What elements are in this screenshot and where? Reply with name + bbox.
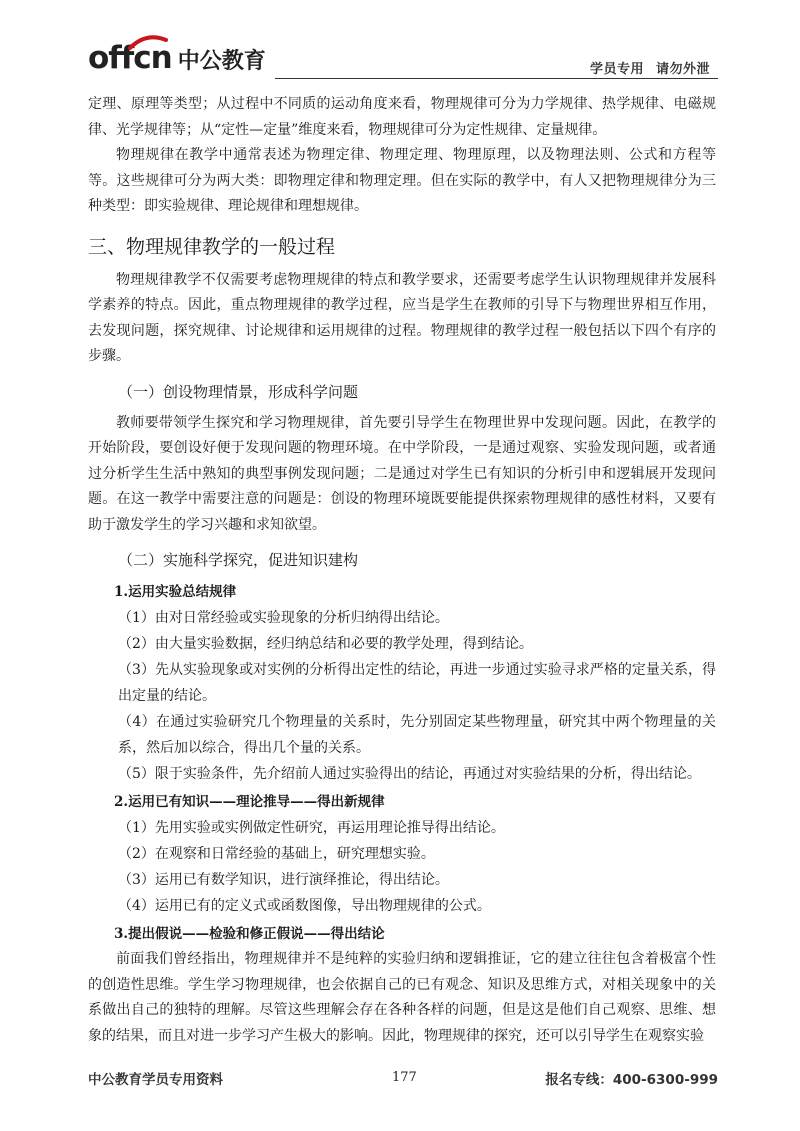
subsection-heading: （一）创设物理情景，形成科学问题 [118,382,359,401]
logo-text: offcn [88,40,172,76]
list-item: （4）运用已有的定义式或函数图像，导出物理规律的公式。 [118,898,491,914]
list-item: （5）限于实验条件，先介绍前人通过实验得出的结论，再通过对实验结果的分析，得出结论。 [118,766,701,782]
paragraph: 前面我们曾经指出，物理规律并不是纯粹的实验归纳和逻辑推证，它的建立往往包含着极富个性的创造性思维。学生学习物理规律，也会依据自己的已有观念、知识及思维方式，对相关现象中的关系做出自己的独特的理解。尽管这些理解会存在各种各样的问题，但是这是他们自己观察、思维、想象的结果，而且对进一步学习产生极大的影响。因此，物理规律的探究，还可以引导学生在观察实验 [88,951,716,1044]
paragraph: 物理规律在教学中通常表述为物理定律、物理定理、物理原理，以及物理法则、公式和方程等等。这些规律可分为两大类：即物理定律和物理定理。但在实际的教学中，有人又把物理规律分为三种类型：即实验规律、理论规律和理想规律。 [88,147,716,214]
page-footer [88,1068,718,1092]
paragraph: 教师要带领学生探究和学习物理规律，首先要引导学生在物理世界中发现问题。因此，在教学的开始阶段，要创设好便于发现问题的物理环境。在中学阶段，一是通过观察、实验发现问题，或者通过分析学生生活中熟知的典型事例发现问题；二是通过对学生已有知识的分析引申和逻辑展开发现问题。在这一教学中需要注意的问题是：创设的物理环境既要能提供探索物理规律的感性材料，又要有助于激发学生的学习兴趣和求知欲望。 [88,414,716,533]
confidential-notice [590,58,710,77]
footer-hotline: 报名专线：400-6300-999 [545,1072,718,1088]
student-only-tag: 学员专用 [589,62,644,77]
paragraph: 定理、原理等类型；从过程中不同质的运动角度来看，物理规律可分为力学规律、热学规律、电磁规律、光学规律等；从“定性—定量”维度来看，物理规律可分为定性规律、定量规律。 [88,96,716,138]
logo-arc-icon [128,34,168,50]
subsection-heading: （二）实施科学探究，促进知识建构 [118,551,359,569]
list-item: （4）在通过实验研究几个物理量的关系时，先分别固定某些物理量，研究其中两个物理量的关系，然后加以综合，得出几个量的关系。 [118,714,716,756]
header-divider [275,78,718,79]
list-item: （2）由大量实验数据，经归纳总结和必要的教学处理，得到结论。 [118,636,533,652]
list-item: （1）由对日常经验或实验现象的分析归纳得出结论。 [118,610,449,626]
page-number: 177 [392,1070,417,1085]
list-item: （3）运用已有数学知识，进行演绎推论，得出结论。 [118,872,449,888]
method-heading: 1.运用实验总结规律 [114,584,237,600]
method-heading: 2.运用已有知识——理论推导——得出新规律 [114,794,385,810]
page-header [88,36,718,82]
offcn-logo [88,40,266,76]
method-heading: 3.提出假说——检验和修正假说——得出结论 [114,926,385,942]
paragraph: 物理规律教学不仅需要考虑物理规律的特点和教学要求，还需要考虑学生认识物理规律并发展科学素养的特点。因此，重点物理规律的教学过程，应当是学生在教师的引导下与物理世界相互作用，去发现问题，探究规律、讨论规律和运用规律的过程。物理规律的教学过程一般包括以下四个有序的步骤。 [88,271,716,364]
logo-chinese-name: 中公教育 [177,49,266,74]
do-not-leak-tag: 请勿外泄 [655,62,710,77]
list-item: （2）在观察和日常经验的基础上，研究理想实验。 [118,846,435,862]
list-item: （3）先从实验现象或对实例的分析得出定性的结论，再进一步通过实验寻求严格的定量关系，得出定量的结论。 [118,662,716,704]
footer-material-label: 中公教育学员专用资料 [88,1072,223,1088]
page-body [88,92,716,1049]
section-heading: 三、物理规律教学的一般过程 [88,235,336,258]
list-item: （1）先用实验或实例做定性研究，再运用理论推导得出结论。 [118,820,505,836]
